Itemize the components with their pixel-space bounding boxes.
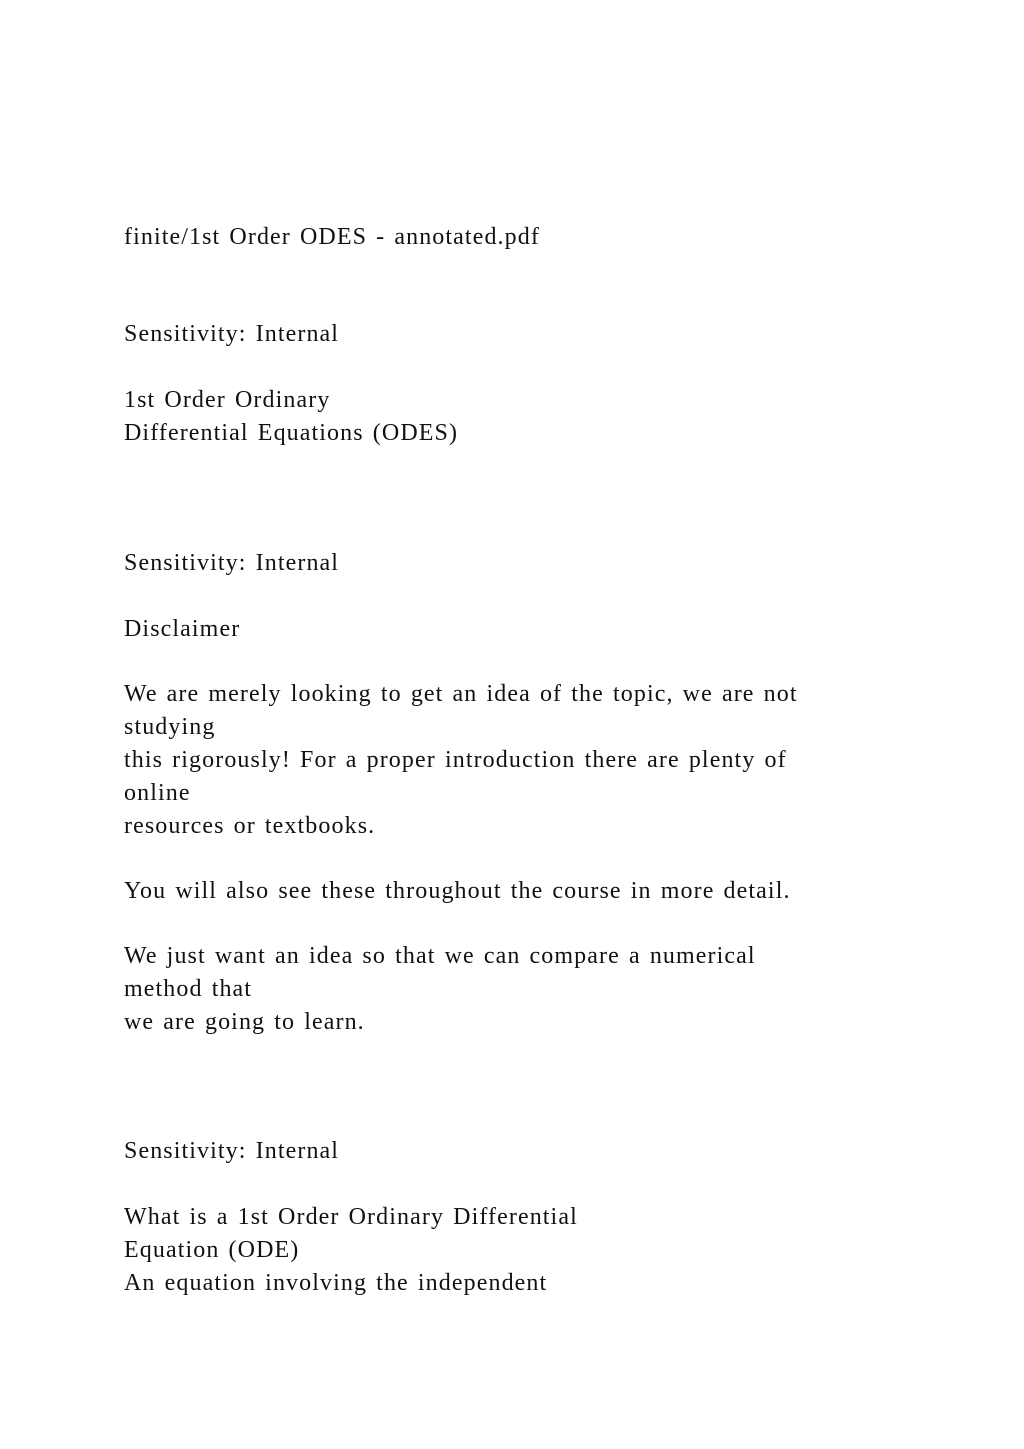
- paragraph-line: You will also see these throughout the course in more detail.: [124, 878, 791, 904]
- sensitivity-label: Sensitivity: Internal: [124, 321, 340, 347]
- paragraph-line: studying: [124, 714, 216, 740]
- sensitivity-label: Sensitivity: Internal: [124, 550, 340, 576]
- body-line: An equation involving the independent: [124, 1270, 548, 1296]
- paragraph-line: method that: [124, 976, 253, 1002]
- disclaimer-heading: Disclaimer: [124, 616, 241, 642]
- paragraph-line: we are going to learn.: [124, 1009, 365, 1035]
- paragraph-line: We just want an idea so that we can compare a numerical: [124, 943, 756, 969]
- paragraph-line: resources or textbooks.: [124, 813, 376, 839]
- sensitivity-label: Sensitivity: Internal: [124, 1138, 340, 1164]
- file-path-text: finite/1st Order ODES - annotated.pdf: [124, 224, 540, 250]
- paragraph-line: We are merely looking to get an idea of the topic, we are not: [124, 681, 798, 707]
- paragraph-line: online: [124, 780, 191, 806]
- paragraph-line: this rigorously! For a proper introduction there are plenty of: [124, 747, 787, 773]
- body-line: Equation (ODE): [124, 1237, 300, 1263]
- section-title-line: Differential Equations (ODES): [124, 420, 459, 446]
- section-title-line: 1st Order Ordinary: [124, 387, 331, 413]
- body-line: What is a 1st Order Ordinary Differential: [124, 1204, 578, 1230]
